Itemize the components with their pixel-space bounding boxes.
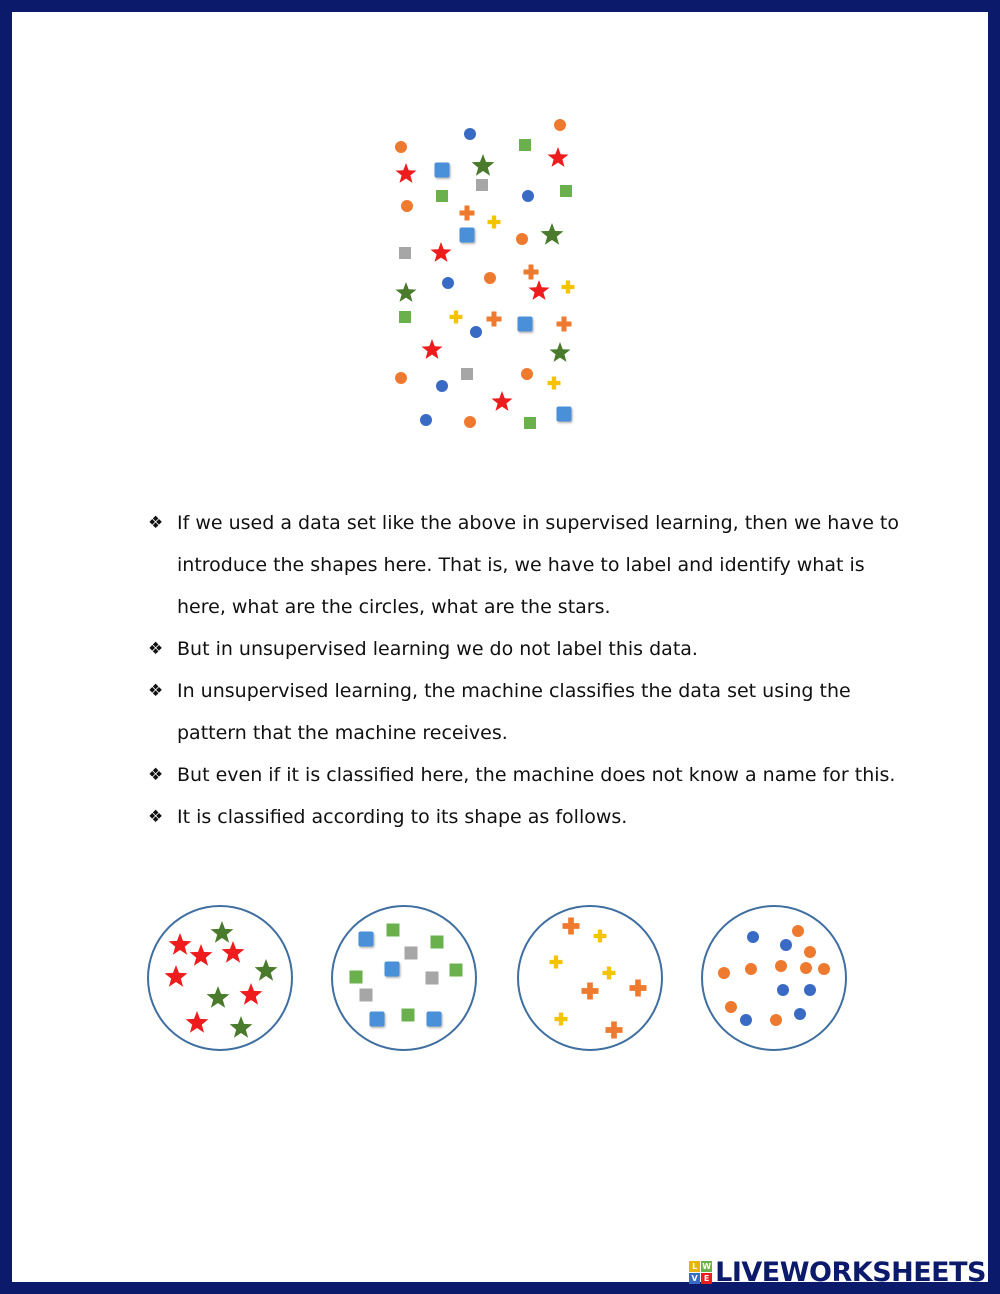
circle-icon bbox=[770, 1014, 782, 1026]
square-icon bbox=[435, 163, 450, 178]
square-icon bbox=[387, 924, 400, 937]
circle-icon bbox=[718, 967, 730, 979]
star-icon bbox=[207, 986, 230, 1008]
star-icon bbox=[240, 983, 263, 1005]
list-item bbox=[148, 796, 908, 838]
square-icon bbox=[460, 228, 475, 243]
circle-icon bbox=[395, 372, 407, 384]
star-icon bbox=[255, 959, 278, 981]
cross-icon bbox=[450, 311, 463, 324]
square-icon bbox=[405, 947, 418, 960]
cross-icon bbox=[582, 983, 599, 1000]
star-icon bbox=[472, 154, 495, 176]
classified-clusters bbox=[148, 906, 846, 1050]
cross-icon bbox=[562, 281, 575, 294]
star-icon bbox=[431, 242, 452, 262]
square-icon bbox=[402, 1009, 415, 1022]
square-icon bbox=[436, 190, 448, 202]
cross-icon bbox=[603, 967, 616, 980]
circle-icon bbox=[554, 119, 566, 131]
square-icon bbox=[557, 407, 572, 422]
diamond-bullet-icon: ❖ bbox=[148, 513, 164, 533]
square-icon bbox=[399, 311, 411, 323]
circle-icon bbox=[804, 984, 816, 996]
bullet-text: But even if it is classified here, the machine does not know a name for this. bbox=[177, 764, 896, 786]
star-icon bbox=[396, 282, 417, 302]
square-icon bbox=[350, 971, 363, 984]
cross-icon bbox=[606, 1022, 623, 1039]
square-icon bbox=[427, 1012, 442, 1027]
square-icon bbox=[360, 989, 373, 1002]
cross-icon bbox=[555, 1013, 568, 1026]
logo-wordmark: LIVEWORKSHEETS bbox=[715, 1256, 986, 1288]
explanation-list bbox=[148, 502, 908, 838]
diamond-bullet-icon: ❖ bbox=[148, 681, 164, 701]
circle-icon bbox=[775, 960, 787, 972]
star-icon bbox=[422, 339, 443, 359]
square-icon bbox=[476, 179, 488, 191]
cross-icon bbox=[524, 265, 539, 280]
circle-icon bbox=[818, 963, 830, 975]
cross-icon bbox=[594, 930, 607, 943]
star-icon bbox=[169, 933, 192, 955]
cross-icon bbox=[563, 918, 580, 935]
bullet-text: It is classified according to its shape as follows. bbox=[177, 806, 628, 828]
bullet-text: But in unsupervised learning we do not label this data. bbox=[177, 638, 698, 660]
star-icon bbox=[396, 163, 417, 183]
circle-icon bbox=[725, 1001, 737, 1013]
star-icon bbox=[186, 1011, 209, 1033]
circle-icon bbox=[436, 380, 448, 392]
square-icon bbox=[399, 247, 411, 259]
circle-icon bbox=[464, 416, 476, 428]
list-item bbox=[148, 754, 908, 796]
square-icon bbox=[518, 317, 533, 332]
circle-icon bbox=[745, 963, 757, 975]
circle-icon bbox=[420, 414, 432, 426]
list-item bbox=[148, 628, 908, 670]
bullet-text: If we used a data set like the above in supervised learning, then we have to introduce the shapes here. That is, we have to label and identify what is here, what are the circles, what are the stars. bbox=[177, 512, 899, 618]
logo-cube-icon: L W V E bbox=[689, 1261, 712, 1284]
cross-icon bbox=[487, 312, 502, 327]
circle-icon bbox=[740, 1014, 752, 1026]
square-icon bbox=[519, 139, 531, 151]
diamond-bullet-icon: ❖ bbox=[148, 807, 164, 827]
cross-icon bbox=[548, 377, 561, 390]
cross-icon bbox=[550, 956, 563, 969]
liveworksheets-logo[interactable] bbox=[689, 1258, 986, 1286]
diamond-bullet-icon: ❖ bbox=[148, 765, 164, 785]
square-icon bbox=[385, 962, 400, 977]
star-icon bbox=[492, 391, 513, 411]
cross-icon bbox=[460, 206, 475, 221]
circle-icon bbox=[442, 277, 454, 289]
cross-icon bbox=[630, 980, 647, 997]
cluster-ring bbox=[518, 906, 662, 1050]
list-item bbox=[148, 502, 908, 628]
circle-icon bbox=[464, 128, 476, 140]
list-item bbox=[148, 670, 908, 754]
diamond-bullet-icon: ❖ bbox=[148, 639, 164, 659]
star-icon bbox=[541, 223, 564, 245]
cross-icon bbox=[557, 317, 572, 332]
circle-icon bbox=[780, 939, 792, 951]
square-icon bbox=[370, 1012, 385, 1027]
star-icon bbox=[550, 342, 571, 362]
circle-icon bbox=[804, 946, 816, 958]
star-icon bbox=[190, 944, 213, 966]
square-icon bbox=[461, 368, 473, 380]
square-icon bbox=[431, 936, 444, 949]
circle-icon bbox=[516, 233, 528, 245]
star-icon bbox=[211, 921, 234, 943]
bullet-text: In unsupervised learning, the machine classifies the data set using the pattern that the machine receives. bbox=[177, 680, 851, 744]
star-icon bbox=[529, 280, 550, 300]
unlabeled-data-set bbox=[395, 119, 574, 429]
circle-icon bbox=[484, 272, 496, 284]
circle-icon bbox=[522, 190, 534, 202]
circle-icon bbox=[777, 984, 789, 996]
square-icon bbox=[450, 964, 463, 977]
circle-icon bbox=[521, 368, 533, 380]
circle-icon bbox=[401, 200, 413, 212]
square-icon bbox=[426, 972, 439, 985]
star-icon bbox=[222, 941, 245, 963]
circle-icon bbox=[470, 326, 482, 338]
star-icon bbox=[548, 147, 569, 167]
square-icon bbox=[359, 932, 374, 947]
circle-icon bbox=[794, 1008, 806, 1020]
square-icon bbox=[524, 417, 536, 429]
star-icon bbox=[165, 965, 188, 987]
circle-icon bbox=[792, 925, 804, 937]
cross-icon bbox=[488, 216, 501, 229]
square-icon bbox=[560, 185, 572, 197]
star-icon bbox=[230, 1016, 253, 1038]
circle-icon bbox=[395, 141, 407, 153]
circle-icon bbox=[800, 962, 812, 974]
circle-icon bbox=[747, 931, 759, 943]
